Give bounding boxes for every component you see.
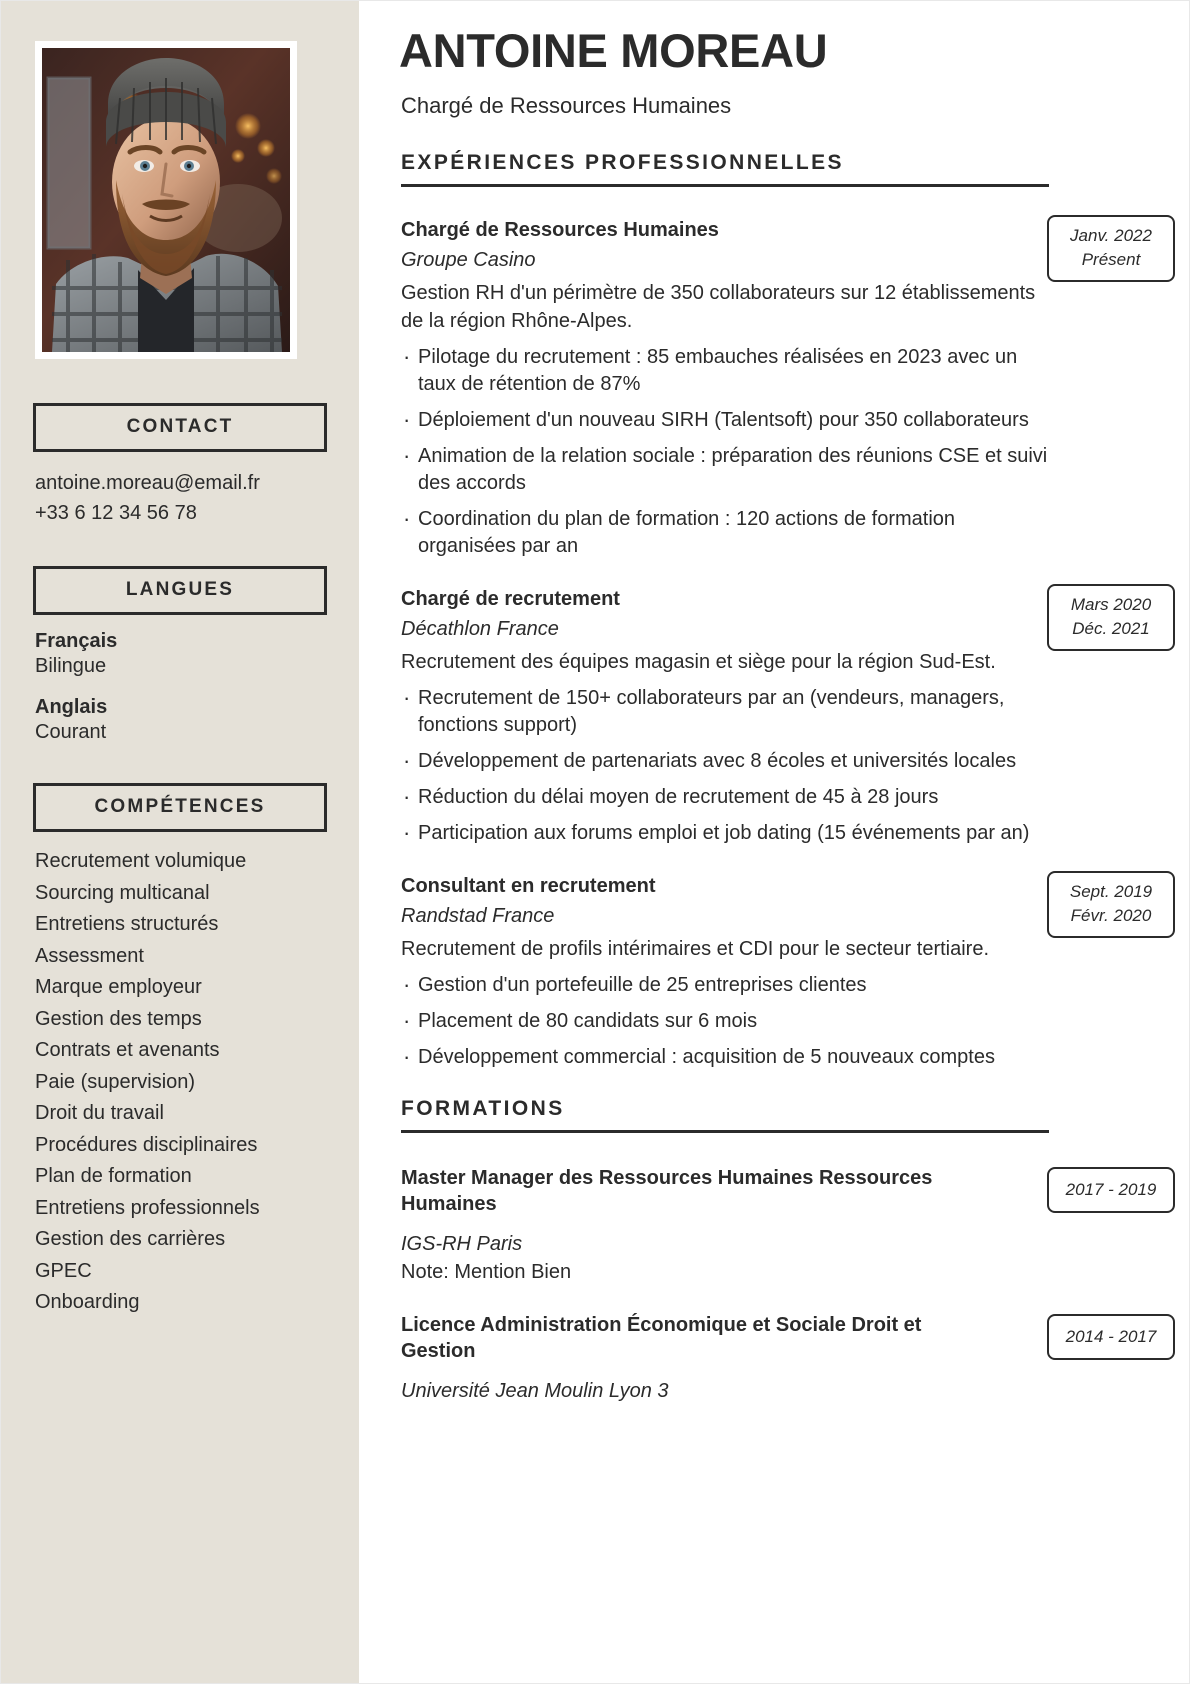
list-item: Marque employeur <box>35 976 202 998</box>
date-badge <box>1047 215 1175 282</box>
contact-list <box>35 468 327 528</box>
experience-description: Recrutement de profils intérimaires et CDI pour le secteur tertiaire. <box>401 938 990 960</box>
list-item: Recrutement volumique <box>35 850 247 872</box>
list-item: Sourcing multicanal <box>35 881 210 904</box>
list-item: · Recrutement de 150+ collaborateurs par an (vendeurs, managers, fonctions support) <box>401 685 1053 739</box>
skills-list <box>35 846 327 1319</box>
date-badge <box>1047 1314 1175 1360</box>
education-heading: FORMATIONS <box>401 1097 1049 1133</box>
date-end: Févr. 2020 <box>1070 906 1152 925</box>
list-item: · Participation aux forums emploi et job dating (15 événements par an) <box>401 820 1053 847</box>
experience-entry <box>401 873 1153 1071</box>
experience-entry <box>401 217 1152 560</box>
skills-heading: COMPÉTENCES <box>33 783 327 832</box>
date-badge <box>1047 584 1175 651</box>
date-range: 2014 - 2017 <box>1065 1327 1157 1346</box>
main-column <box>359 1 1190 1684</box>
list-item: · Coordination du plan de formation : 120 actions de formation organisées par an <box>401 506 1053 560</box>
languages-heading: LANGUES <box>33 566 327 615</box>
language-name: Français <box>35 630 118 652</box>
list-item: · Déploiement d'un nouveau SIRH (Talentsoft) pour 350 collaborateurs <box>401 407 1053 434</box>
contact-phone[interactable]: +33 6 12 34 56 78 <box>35 502 197 524</box>
date-badge <box>1047 871 1175 938</box>
education-note: Note: Mention Bien <box>401 1261 572 1283</box>
list-item: Gestion des carrières <box>35 1228 226 1250</box>
list-item: Contrats et avenants <box>35 1039 220 1061</box>
list-item: · Réduction du délai moyen de recrutement de 45 à 28 jours <box>401 784 1053 811</box>
date-end: Présent <box>1081 250 1141 269</box>
date-start: Mars 2020 <box>1070 595 1152 614</box>
list-item: Assessment <box>35 944 144 967</box>
languages-section <box>33 566 327 745</box>
education-organisation: IGS-RH Paris <box>401 1233 523 1255</box>
experience-bullets <box>401 972 1053 1071</box>
list-item: Plan de formation <box>35 1165 192 1187</box>
language-name: Anglais <box>35 696 108 718</box>
list-item: · Pilotage du recrutement : 85 embauches réalisées en 2023 avec un taux de rétention de 87% <box>401 344 1053 398</box>
experience-entry <box>401 586 1152 847</box>
experience-title: Chargé de recrutement <box>401 588 620 610</box>
experience-description: Gestion RH d'un périmètre de 350 collaborateurs sur 12 établissements de la région Rhône-Alpes. <box>401 282 1036 332</box>
experience-bullets <box>401 685 1053 847</box>
education-title: Master Manager des Ressources Humaines Ressources Humaines <box>401 1167 933 1215</box>
language-level: Bilingue <box>35 655 107 677</box>
list-item: Entretiens professionnels <box>35 1196 260 1219</box>
list-item: · Développement de partenariats avec 8 écoles et universités locales <box>401 748 1053 775</box>
experience-heading: EXPÉRIENCES PROFESSIONNELLES <box>401 151 1049 187</box>
education-title: Licence Administration Économique et Sociale Droit et Gestion <box>401 1314 922 1362</box>
date-end: Déc. 2021 <box>1072 619 1150 638</box>
list-item: · Développement commercial : acquisition de 5 nouveaux comptes <box>401 1044 1053 1071</box>
education-entry <box>401 1312 1157 1405</box>
languages-list <box>35 629 327 745</box>
list-item <box>35 629 327 679</box>
list-item <box>35 695 327 745</box>
page-title: ANTOINE MOREAU <box>399 24 828 77</box>
experience-description: Recrutement des équipes magasin et siège pour la région Sud-Est. <box>401 651 996 673</box>
language-level: Courant <box>35 721 107 743</box>
experience-organisation: Randstad France <box>401 905 555 927</box>
education-organisation: Université Jean Moulin Lyon 3 <box>401 1380 669 1402</box>
list-item: GPEC <box>35 1259 92 1282</box>
experience-title: Consultant en recrutement <box>401 875 656 897</box>
date-range: 2017 - 2019 <box>1065 1180 1157 1199</box>
list-item: Droit du travail <box>35 1102 164 1124</box>
sidebar <box>1 1 359 1684</box>
list-item: Onboarding <box>35 1291 140 1313</box>
job-title: Chargé de Ressources Humaines <box>401 93 732 118</box>
list-item: Entretiens structurés <box>35 913 219 935</box>
experience-title: Chargé de Ressources Humaines <box>401 219 719 241</box>
education-entry <box>401 1165 1157 1286</box>
experience-organisation: Groupe Casino <box>401 249 536 271</box>
list-item: · Gestion d'un portefeuille de 25 entreprises clientes <box>401 972 1053 999</box>
skills-section <box>33 783 327 1319</box>
list-item: Procédures disciplinaires <box>35 1133 258 1156</box>
list-item: Gestion des temps <box>35 1007 202 1030</box>
contact-heading: CONTACT <box>33 403 327 452</box>
list-item: · Animation de la relation sociale : préparation des réunions CSE et suivi des accords <box>401 443 1053 497</box>
date-start: Janv. 2022 <box>1070 226 1152 245</box>
experience-bullets <box>401 344 1053 560</box>
list-item: · Placement de 80 candidats sur 6 mois <box>401 1008 1053 1035</box>
contact-section <box>33 403 327 528</box>
avatar-frame <box>35 41 297 359</box>
avatar <box>42 48 290 352</box>
contact-email[interactable]: antoine.moreau@email.fr <box>35 472 260 494</box>
experience-organisation: Décathlon France <box>401 618 559 640</box>
date-start: Sept. 2019 <box>1069 882 1153 901</box>
list-item: Paie (supervision) <box>35 1070 196 1093</box>
date-badge <box>1047 1167 1175 1213</box>
